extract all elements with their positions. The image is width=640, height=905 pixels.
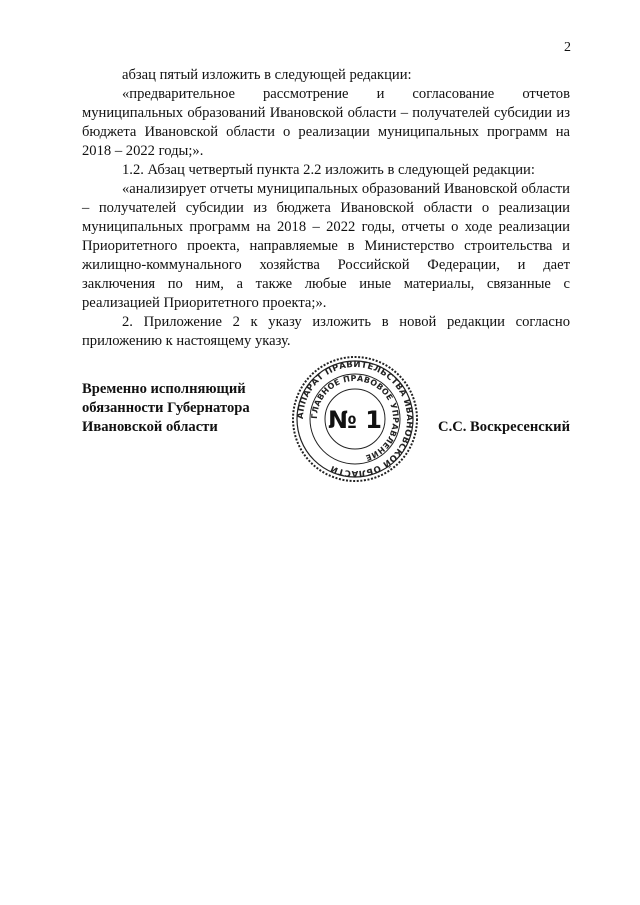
paragraph: абзац пятый изложить в следующей редакции: bbox=[122, 67, 412, 83]
signer-name: С.С. Воскресенский bbox=[438, 419, 570, 435]
paragraph: «анализирует отчеты муниципальных образований Ивановской области – получателей субсидии из бюджета Ивановской области о реализации муниципальных программ на 2018 – 2022 годы, отчеты о ходе реализации Приоритетного проекта, направляемые в Министерство строительства и жилищно-коммунального хозяйства Российской Федерации, и дает заключения по ним, а также любые иные материалы, связанные с реализацией Приоритетного проекта;». bbox=[82, 181, 570, 311]
official-seal bbox=[290, 354, 420, 484]
seal-inner-text: ГЛАВНОЕ ПРАВОВОЕ УПРАВЛЕНИЕ bbox=[309, 373, 401, 463]
paragraph: «предварительное рассмотрение и согласование отчетов муниципальных образований Ивановской области – получателей субсидии из бюджета Ивановской области о реализации муниципальных программ на 2018 – 2022 годы;». bbox=[82, 86, 570, 159]
signer-position bbox=[82, 380, 250, 437]
signer-position-line: Ивановской области bbox=[82, 419, 218, 435]
page-number: 2 bbox=[564, 40, 571, 55]
document-body bbox=[82, 66, 570, 351]
signature-block bbox=[82, 359, 570, 500]
paragraph: 1.2. Абзац четвертый пункта 2.2 изложить в следующей редакции: bbox=[122, 162, 535, 178]
seal-outer-text: АППАРАТ ПРАВИТЕЛЬСТВА ИВАНОВСКОЙ ОБЛАСТИ bbox=[295, 359, 415, 479]
signer-position-line: обязанности Губернатора bbox=[82, 400, 250, 416]
seal-number: № 1 bbox=[328, 406, 382, 434]
signer-position-line: Временно исполняющий bbox=[82, 381, 246, 397]
paragraph: 2. Приложение 2 к указу изложить в новой редакции согласно приложению к настоящему указу. bbox=[82, 314, 570, 349]
